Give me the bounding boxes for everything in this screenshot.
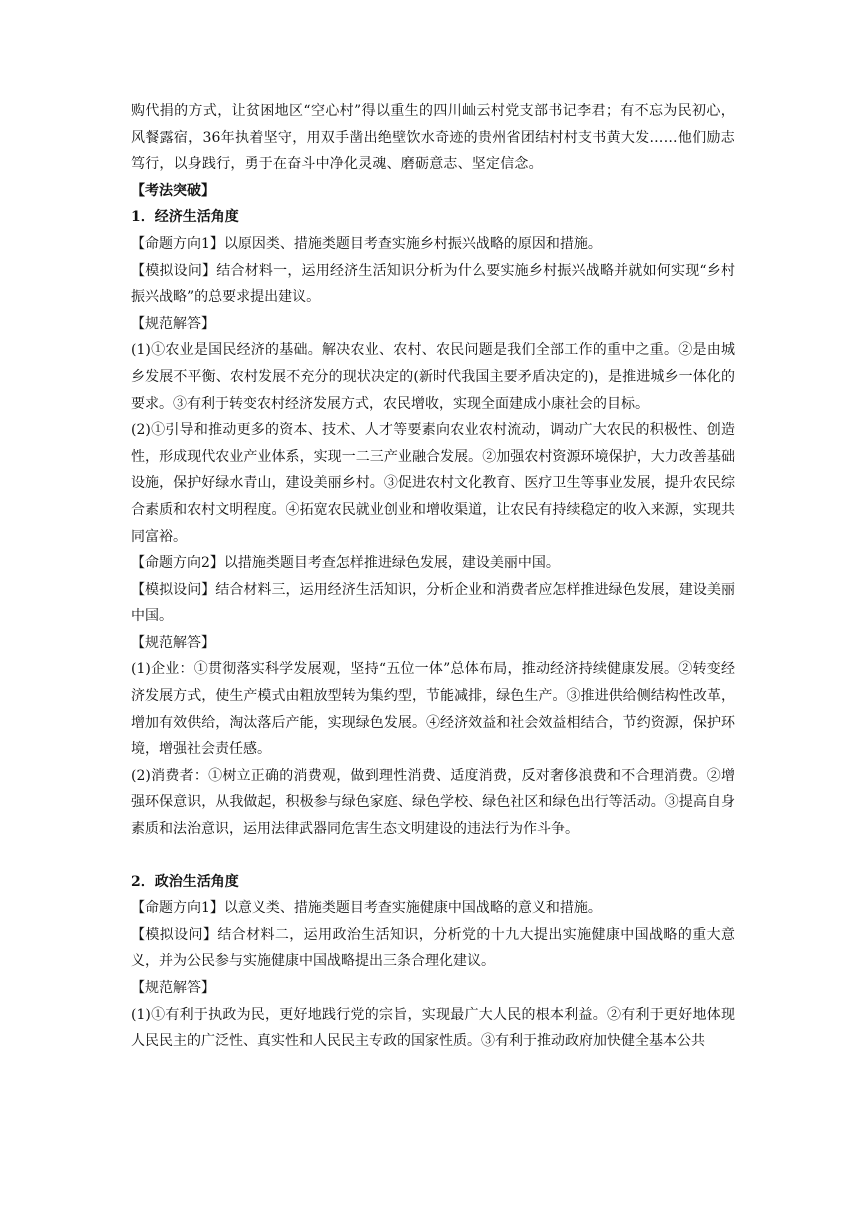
part1-q1-answer-2: (2)①引导和推动更多的资本、技术、人才等要素向农业农村流动，调动广大农民的积极性、创造性，形成现代农业产业体系，实现一二三产业融合发展。②加强农村资源环境保护，大力改善基础设施，保护好绿水青山，建设美丽乡村。③促进农村文化教育、医疗卫生等事业发展，提升农民综合素质和农村文明程度。④拓宽农民就业创业和增收渠道，让农民有持续稳定的收入来源，实现共同富裕。 — [131, 422, 735, 545]
part2-q1-question: 【模拟设问】结合材料二，运用政治生活知识，分析党的十九大提出实施健康中国战略的重大意义，并为公民参与实施健康中国战略提出三条合理化建议。 — [131, 926, 735, 970]
section-heading: 【考法突破】 — [131, 182, 215, 199]
part1-q2-answer-2: (2)消费者：①树立正确的消费观，做到理性消费、适度消费，反对奢侈浪费和不合理消费。②增强环保意识，从我做起，积极参与绿色家庭、绿色学校、绿色社区和绿色出行等活动。③提高自身素质和法治意识，运用法律武器同危害生态文明建设的违法行为作斗争。 — [131, 767, 735, 838]
part1-title: 1．经济生活角度 — [131, 209, 239, 226]
part1-q1-question: 【模拟设问】结合材料一，运用经济生活知识分析为什么要实施乡村振兴战略并就如何实现“乡村振兴战略”的总要求提出建议。 — [131, 262, 735, 306]
part1-q2-direction: 【命题方向2】以措施类题目考查怎样推进绿色发展，建设美丽中国。 — [131, 555, 560, 572]
part2-title: 2．政治生活角度 — [131, 873, 239, 890]
part2-q1-direction: 【命题方向1】以意义类、措施类题目考查实施健康中国战略的意义和措施。 — [131, 900, 602, 917]
part1-q2-answer-1: (1)企业：①贯彻落实科学发展观，坚持“五位一体”总体布局，推动经济持续健康发展。②转变经济发展方式，使生产模式由粗放型转为集约型，节能减排，绿色生产。③推进供给侧结构性改革，增加有效供给，淘汰落后产能，实现绿色发展。④经济效益和社会效益相结合，节约资源，保护环境，增强社会责任感。 — [131, 661, 735, 758]
intro-paragraph: 购代捐的方式，让贫困地区“空心村”得以重生的四川屾云村党支部书记李君；有不忘为民初心，风餐露宿，36年执着坚守，用双手凿出绝壁饮水奇迹的贵州省团结村村支书黄大发……他们励志笃行，以身践行，勇于在奋斗中净化灵魂、磨砺意志、坚定信念。 — [131, 103, 735, 173]
document-page — [131, 98, 735, 1055]
part2-q1-answer-1: (1)①有利于执政为民，更好地践行党的宗旨，实现最广大人民的根本利益。②有利于更好地体现人民民主的广泛性、真实性和人民民主专政的国家性质。③有利于推动政府加快健全基本公共 — [131, 1006, 735, 1050]
part1-q2-answer-label: 【规范解答】 — [131, 634, 215, 651]
part1-q1-direction: 【命题方向1】以原因类、措施类题目考查实施乡村振兴战略的原因和措施。 — [131, 235, 602, 252]
part1-q2-question: 【模拟设问】结合材料三，运用经济生活知识，分析企业和消费者应怎样推进绿色发展，建设美丽中国。 — [131, 581, 735, 625]
part2-q1-answer-label: 【规范解答】 — [131, 980, 215, 996]
section-spacer — [131, 843, 735, 869]
part1-q1-answer-1: (1)①农业是国民经济的基础。解决农业、农村、农民问题是我们全部工作的重中之重。②是由城乡发展不平衡、农村发展不充分的现状决定的(新时代我国主要矛盾决定的)，是推进城乡一体化的要求。③有利于转变农村经济发展方式，农民增收，实现全面建成小康社会的目标。 — [131, 342, 735, 412]
part1-q1-answer-label: 【规范解答】 — [131, 315, 215, 332]
